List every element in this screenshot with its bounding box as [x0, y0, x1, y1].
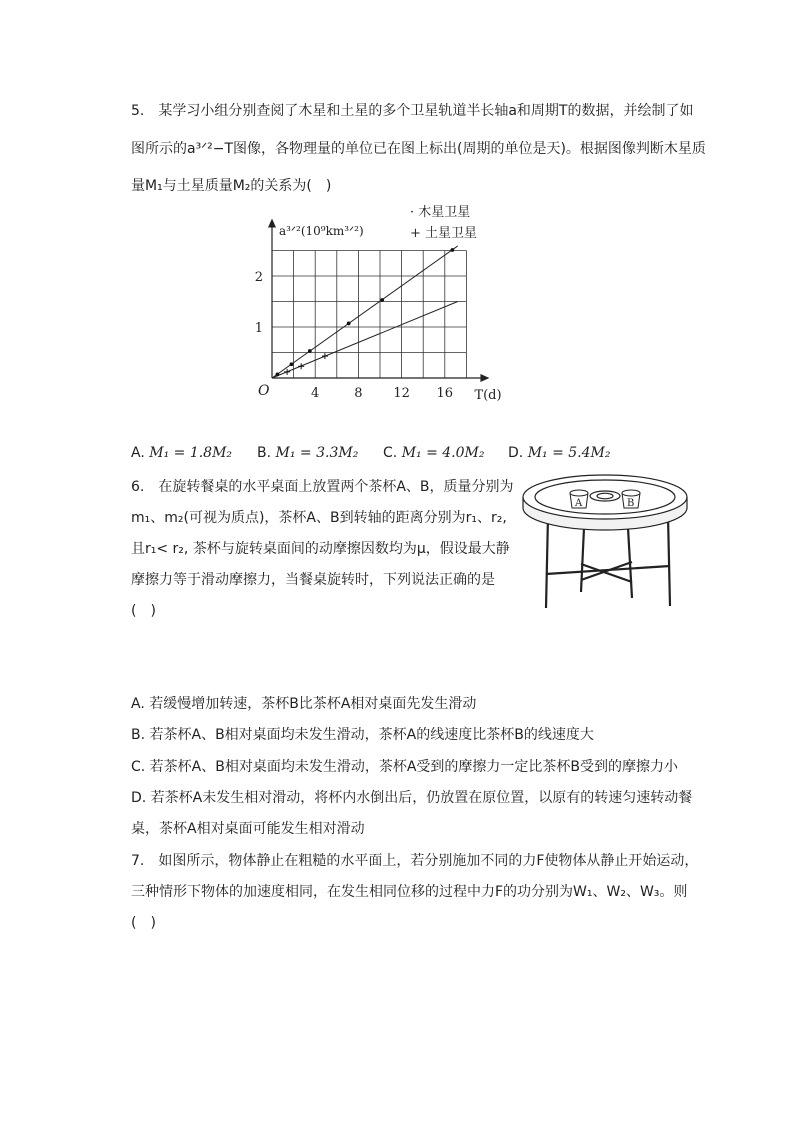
- q5-chart: [245, 198, 545, 408]
- x-axis-arrow: [480, 374, 489, 382]
- data-point-jupiter: [290, 362, 294, 366]
- chart-fit-lines: [272, 246, 458, 378]
- x-tick-label: 4: [311, 386, 320, 401]
- q6-option-d-line-2: 桌，茶杯A相对桌面可能发生相对滑动: [131, 821, 365, 837]
- q5-line-3: 量M₁与土星质量M₂的关系为( ): [131, 178, 332, 194]
- q6-line-3: 且r₁< r₂, 茶杯与旋转桌面间的动摩擦因数均为μ，假设最大静: [131, 541, 510, 557]
- x-tick-label: 12: [393, 386, 410, 401]
- q6-option-b: B. 若茶杯A、B相对桌面均未发生滑动，茶杯A的线速度比茶杯B的线速度大: [131, 727, 594, 743]
- q5-option-d: D. M₁ = 5.4M₂: [508, 445, 611, 461]
- q6-option-d-line-1: D. 若茶杯A未发生相对滑动，将杯内水倒出后，仍放置在原位置，以原有的转速匀速转动餐: [131, 790, 693, 806]
- y-axis-label: a³ᐟ²(10⁹km³ᐟ²): [279, 224, 364, 238]
- q5-option-b: B. M₁ = 3.3M₂: [257, 445, 359, 461]
- y-tick-label: 1: [254, 321, 263, 336]
- q7-line-1: 7. 如图所示，物体静止在粗糙的水平面上，若分别施加不同的力F使物体从静止开始运动，: [131, 853, 699, 869]
- cup-a-label: A: [575, 498, 583, 509]
- q6-option-c: C. 若茶杯A、B相对桌面均未发生滑动，茶杯A受到的摩擦力一定比茶杯B受到的摩擦力小: [131, 759, 679, 775]
- q5-option-a: A. M₁ = 1.8M₂: [131, 445, 233, 461]
- q6-line-5: ( ): [131, 603, 156, 619]
- rotating-table-figure: [518, 470, 693, 615]
- q7-line-3: ( ): [131, 915, 156, 931]
- data-point-jupiter: [380, 298, 384, 302]
- y-tick-label: 2: [254, 270, 263, 285]
- fit-line: [272, 246, 458, 378]
- q6-option-a: A. 若缓慢增加转速，茶杯B比茶杯A相对桌面先发生滑动: [131, 696, 477, 712]
- q6-line-2: m₁、m₂(可视为质点)，茶杯A、B到转轴的距离分别为r₁、r₂,: [131, 510, 507, 526]
- q5-line-2: 图所示的a³ᐟ²−T图像，各物理量的单位已在图上标出(周期的单位是天)。根据图像判断木星质: [131, 141, 706, 157]
- data-point-saturn: [298, 363, 304, 369]
- chart-labels: [255, 204, 502, 403]
- legend-entry: · 木星卫星: [410, 205, 471, 220]
- chart-grid: [272, 251, 466, 379]
- q6-line-4: 摩擦力等于滑动摩擦力，当餐桌旋转时，下列说法正确的是: [131, 572, 495, 588]
- q5-option-c: C. M₁ = 4.0M₂: [383, 445, 485, 461]
- y-axis-arrow: [268, 219, 276, 228]
- cup-a: [570, 490, 588, 509]
- data-point-saturn: [284, 369, 290, 375]
- origin-label: O: [258, 383, 270, 399]
- data-point-saturn: [322, 353, 328, 359]
- x-tick-label: 16: [436, 386, 454, 401]
- q7-line-2: 三种情形下物体的加速度相同，在发生相同位移的过程中力F的功分别为W₁、W₂、W₃。则: [131, 884, 688, 900]
- cup-b-label: B: [627, 498, 635, 509]
- x-axis-label: T(d): [474, 388, 502, 403]
- data-point-jupiter: [347, 322, 351, 326]
- q5-line-1: 5. 某学习小组分别查阅了木星和土星的多个卫星轨道半长轴a和周期T的数据，并绘制了如: [131, 103, 694, 119]
- table-top: [523, 475, 687, 530]
- data-point-jupiter: [276, 373, 280, 377]
- cup-b: [622, 490, 640, 509]
- data-point-jupiter: [308, 349, 312, 353]
- q6-line-1: 6. 在旋转餐桌的水平桌面上放置两个茶杯A、B，质量分别为: [131, 479, 514, 495]
- legend-entry: + 土星卫星: [410, 226, 478, 241]
- data-point-jupiter: [450, 248, 454, 252]
- x-tick-label: 8: [354, 386, 363, 401]
